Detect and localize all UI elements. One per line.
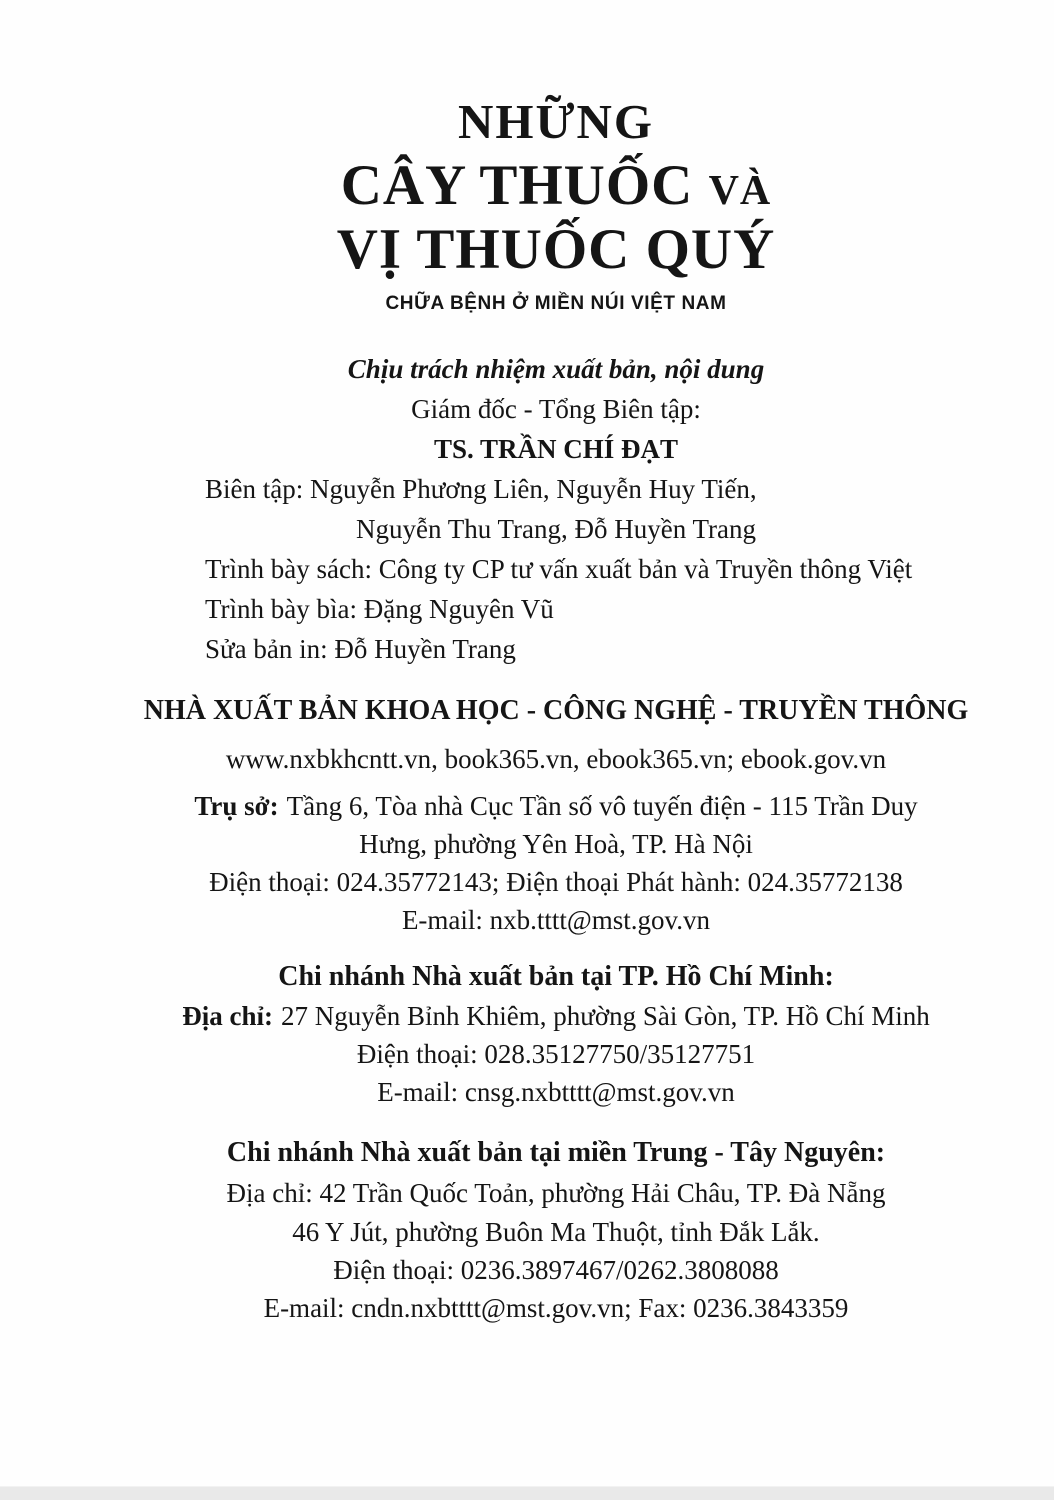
publisher-block bbox=[58, 691, 1054, 939]
branch-hcm-email-line: E-mail: cnsg.nxbtttt@mst.gov.vn bbox=[377, 1077, 735, 1107]
proofreading-line: Sửa bản in: Đỗ Huyền Trang bbox=[205, 634, 516, 664]
editors-line1: Biên tập: Nguyễn Phương Liên, Nguyễn Huy Tiến, bbox=[205, 474, 757, 504]
branch-central-address-line2: 46 Y Jút, phường Buôn Ma Thuột, tỉnh Đắk Lắk. bbox=[292, 1217, 820, 1247]
book-title-line3: VỊ THUỐC QUÝ bbox=[336, 218, 776, 281]
bottom-edge-bar bbox=[0, 1486, 1054, 1500]
book-title-line1: NHỮNG bbox=[458, 94, 654, 149]
responsibility-block bbox=[58, 349, 1054, 469]
publisher-name: NHÀ XUẤT BẢN KHOA HỌC - CÔNG NGHỆ - TRUYỀN THÔNG bbox=[143, 695, 969, 726]
publisher-office-block bbox=[58, 787, 1054, 939]
office-address-label: Trụ sở: bbox=[194, 791, 279, 821]
branch-hcm-address-label: Địa chỉ: bbox=[182, 1001, 274, 1031]
office-address-line1-text: Tầng 6, Tòa nhà Cục Tần số vô tuyến điện - 115 Trần Duy bbox=[286, 791, 918, 821]
branch-central-heading: Chi nhánh Nhà xuất bản tại miền Trung - Tây Nguyên: bbox=[226, 1137, 886, 1168]
book-title-line2-main: CÂY THUỐC bbox=[340, 154, 694, 217]
credits-block bbox=[58, 469, 1054, 669]
director-role-line: Giám đốc - Tổng Biên tập: bbox=[411, 394, 701, 424]
branch-hcm-address-line bbox=[58, 997, 1054, 1035]
publisher-websites: www.nxbkhcntt.vn, book365.vn, ebook365.vn; ebook.gov.vn bbox=[225, 744, 887, 774]
book-subtitle: CHỮA BỆNH Ở MIỀN NÚI VIỆT NAM bbox=[385, 293, 727, 314]
imprint-content-column bbox=[58, 0, 1054, 1327]
book-title-line2 bbox=[58, 154, 1054, 217]
branch-central-phone-line: Điện thoại: 0236.3897467/0262.3808088 bbox=[333, 1255, 779, 1285]
branch-hcm-heading: Chi nhánh Nhà xuất bản tại TP. Hồ Chí Minh: bbox=[278, 961, 834, 992]
book-title-line2-and: VÀ bbox=[708, 168, 772, 214]
publisher-email-line: E-mail: nxb.tttt@mst.gov.vn bbox=[401, 905, 711, 935]
responsibility-heading: Chịu trách nhiệm xuất bản, nội dung bbox=[347, 354, 765, 384]
office-address-line2: Hưng, phường Yên Hoà, TP. Hà Nội bbox=[359, 829, 753, 859]
branch-central-email-line: E-mail: cndn.nxbtttt@mst.gov.vn; Fax: 0236.3843359 bbox=[263, 1293, 849, 1323]
branch-hcm-block bbox=[58, 957, 1054, 1111]
book-design-line: Trình bày sách: Công ty CP tư vấn xuất bản và Truyền thông Việt bbox=[205, 554, 913, 584]
branch-central-block bbox=[58, 1133, 1054, 1327]
branch-hcm-address-text: 27 Nguyễn Bỉnh Khiêm, phường Sài Gòn, TP. Hồ Chí Minh bbox=[281, 1001, 930, 1031]
branch-central-address-line1: Địa chỉ: 42 Trần Quốc Toản, phường Hải Châu, TP. Đà Nẵng bbox=[226, 1178, 886, 1208]
editors-line2: Nguyễn Thu Trang, Đỗ Huyền Trang bbox=[355, 514, 757, 544]
branch-hcm-phone-line: Điện thoại: 028.35127750/35127751 bbox=[356, 1039, 756, 1069]
publisher-phone-line: Điện thoại: 024.35772143; Điện thoại Phát hành: 024.35772138 bbox=[209, 867, 903, 897]
office-address-line1 bbox=[58, 787, 1054, 825]
cover-design-line: Trình bày bìa: Đặng Nguyên Vũ bbox=[205, 594, 554, 624]
director-name: TS. TRẦN CHÍ ĐẠT bbox=[433, 434, 679, 464]
